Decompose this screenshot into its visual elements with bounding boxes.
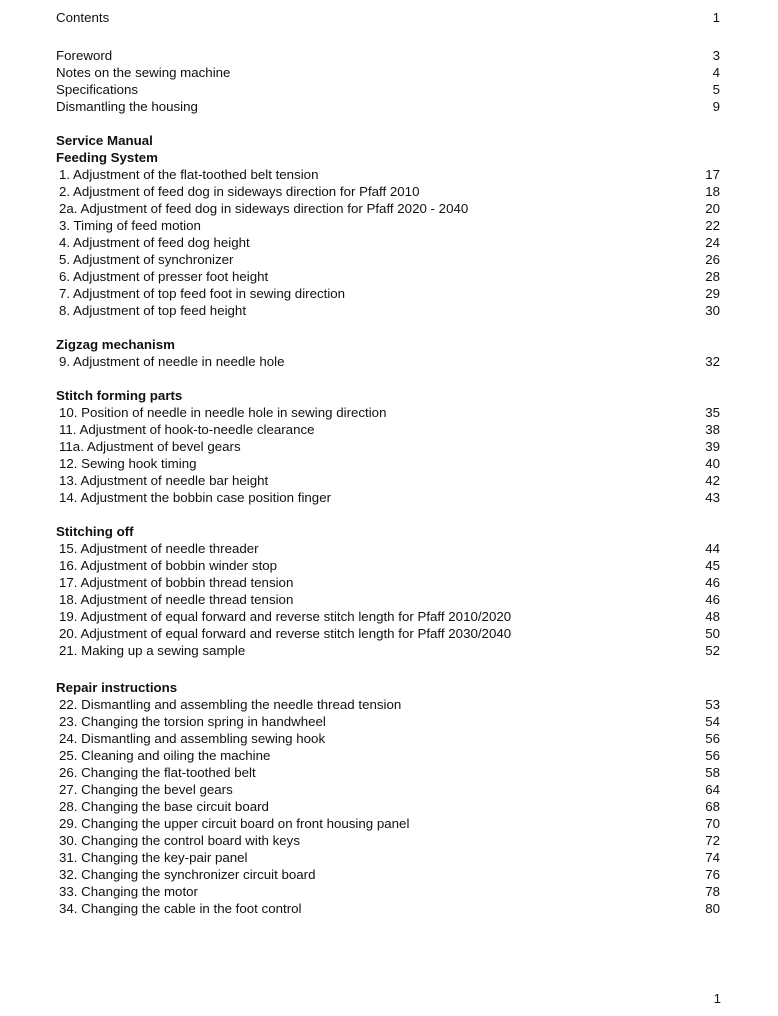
toc-entry-title: 2a. Adjustment of feed dog in sideways direction for Pfaff 2020 - 2040	[59, 201, 469, 216]
toc-entry-page: 29	[705, 286, 720, 301]
toc-entry[interactable]	[56, 642, 720, 659]
section-heading: Zigzag mechanism	[56, 337, 175, 352]
toc-section	[56, 387, 720, 506]
toc-entry-page: 56	[705, 748, 720, 763]
toc-entry[interactable]	[56, 832, 720, 849]
toc-entry[interactable]	[56, 404, 720, 421]
toc-entry-title: 32. Changing the synchronizer circuit board	[59, 867, 316, 882]
section-heading: Feeding System	[56, 150, 158, 165]
toc-entry-title: 28. Changing the base circuit board	[59, 799, 269, 814]
toc-entry[interactable]	[56, 574, 720, 591]
table-of-contents	[56, 9, 720, 917]
toc-entry-page: 42	[705, 473, 720, 488]
toc-entry-title: 15. Adjustment of needle threader	[59, 541, 259, 556]
section-heading: Repair instructions	[56, 680, 178, 695]
toc-entry-page: 53	[705, 697, 720, 712]
toc-entry[interactable]	[56, 591, 720, 608]
toc-entry-page: 40	[705, 456, 720, 471]
toc-entry[interactable]	[56, 47, 720, 64]
toc-entry-title: 27. Changing the bevel gears	[59, 782, 233, 797]
toc-entry[interactable]	[56, 900, 720, 917]
toc-entry[interactable]	[56, 764, 720, 781]
toc-entry[interactable]	[56, 438, 720, 455]
toc-entry[interactable]	[56, 251, 720, 268]
toc-entry[interactable]	[56, 268, 720, 285]
toc-entry-title: 29. Changing the upper circuit board on front housing panel	[59, 816, 410, 831]
section-heading: Stitching off	[56, 524, 134, 539]
toc-entry-title: 23. Changing the torsion spring in handwheel	[59, 714, 326, 729]
toc-entry-page: 78	[705, 884, 720, 899]
toc-entry[interactable]	[56, 217, 720, 234]
section-heading: Stitch forming parts	[56, 388, 183, 403]
toc-entry[interactable]	[56, 608, 720, 625]
toc-entry[interactable]	[56, 455, 720, 472]
toc-entry[interactable]	[56, 183, 720, 200]
toc-entry[interactable]	[56, 81, 720, 98]
toc-entry[interactable]	[56, 883, 720, 900]
section-heading: Service Manual	[56, 133, 153, 148]
toc-entry-page: 76	[705, 867, 720, 882]
toc-entry[interactable]	[56, 781, 720, 798]
toc-entry-title: 11. Adjustment of hook-to-needle clearance	[59, 422, 315, 437]
toc-entry-title: 12. Sewing hook timing	[59, 456, 197, 471]
toc-entry-title: 5. Adjustment of synchronizer	[59, 252, 234, 267]
toc-entry[interactable]	[56, 200, 720, 217]
toc-entry-page: 32	[705, 354, 720, 369]
toc-entry[interactable]	[56, 234, 720, 251]
toc-entry-page: 18	[705, 184, 720, 199]
contents-title: Contents	[56, 10, 110, 25]
toc-entry-title: 2. Adjustment of feed dog in sideways direction for Pfaff 2010	[59, 184, 420, 199]
toc-entry-title: 11a. Adjustment of bevel gears	[59, 439, 241, 454]
toc-entry-title: 20. Adjustment of equal forward and reverse stitch length for Pfaff 2030/2040	[59, 626, 512, 641]
toc-entry-page: 17	[705, 167, 720, 182]
toc-section	[56, 132, 720, 319]
toc-entry[interactable]	[56, 353, 720, 370]
toc-entry[interactable]	[56, 472, 720, 489]
toc-entry-page: 5	[712, 82, 720, 97]
toc-entry-title: 6. Adjustment of presser foot height	[59, 269, 269, 284]
toc-entry[interactable]	[56, 285, 720, 302]
toc-entry-page: 9	[712, 99, 720, 114]
toc-entry-page: 80	[705, 901, 720, 916]
toc-entry[interactable]	[56, 798, 720, 815]
toc-entry[interactable]	[56, 540, 720, 557]
toc-entry-title: 21. Making up a sewing sample	[59, 643, 246, 658]
toc-entry-page: 26	[705, 252, 720, 267]
toc-entry-page: 54	[705, 714, 720, 729]
toc-entry[interactable]	[56, 713, 720, 730]
toc-entry[interactable]	[56, 815, 720, 832]
toc-entry-title: 8. Adjustment of top feed height	[59, 303, 247, 318]
toc-entry[interactable]	[56, 866, 720, 883]
toc-entry[interactable]	[56, 696, 720, 713]
toc-section	[56, 47, 720, 115]
toc-entry-page: 4	[712, 65, 720, 80]
toc-section	[56, 336, 720, 370]
toc-entry-page: 22	[705, 218, 720, 233]
toc-entry[interactable]	[56, 557, 720, 574]
toc-entry-title: 22. Dismantling and assembling the needle thread tension	[59, 697, 402, 712]
toc-entry-title: 9. Adjustment of needle in needle hole	[59, 354, 285, 369]
toc-entry-title: 25. Cleaning and oiling the machine	[59, 748, 271, 763]
toc-entry[interactable]	[56, 166, 720, 183]
toc-entry-page: 28	[705, 269, 720, 284]
toc-entry[interactable]	[56, 730, 720, 747]
toc-entry-title: 10. Position of needle in needle hole in sewing direction	[59, 405, 387, 420]
toc-entry-title: 3. Timing of feed motion	[59, 218, 201, 233]
toc-entry-page: 20	[705, 201, 720, 216]
toc-entry-page: 46	[705, 592, 720, 607]
toc-entry-page: 74	[705, 850, 720, 865]
toc-entry-title: Notes on the sewing machine	[56, 65, 231, 80]
toc-entry[interactable]	[56, 625, 720, 642]
toc-entry-title: 16. Adjustment of bobbin winder stop	[59, 558, 278, 573]
toc-entry-title: 31. Changing the key-pair panel	[59, 850, 248, 865]
toc-entry[interactable]	[56, 747, 720, 764]
toc-section	[56, 523, 720, 659]
toc-entry-title: 17. Adjustment of bobbin thread tension	[59, 575, 294, 590]
toc-entry-title: 7. Adjustment of top feed foot in sewing direction	[59, 286, 346, 301]
toc-entry-page: 3	[712, 48, 720, 63]
toc-entry-title: 34. Changing the cable in the foot control	[59, 901, 302, 916]
toc-entry-page: 39	[705, 439, 720, 454]
toc-entry-page: 35	[705, 405, 720, 420]
toc-entry-page: 46	[705, 575, 720, 590]
contents-page: 1	[712, 10, 720, 25]
toc-entry-page: 64	[705, 782, 720, 797]
toc-entry-page: 52	[705, 643, 720, 658]
toc-entry-page: 38	[705, 422, 720, 437]
toc-section	[56, 679, 720, 917]
toc-entry-title: 19. Adjustment of equal forward and reverse stitch length for Pfaff 2010/2020	[59, 609, 512, 624]
toc-entry-page: 50	[705, 626, 720, 641]
toc-entry-title: 18. Adjustment of needle thread tension	[59, 592, 294, 607]
contents-heading-row	[56, 9, 720, 26]
toc-entry-page: 44	[705, 541, 720, 556]
toc-entry-page: 48	[705, 609, 720, 624]
toc-entry-title: 14. Adjustment the bobbin case position finger	[59, 490, 332, 505]
toc-entry-title: Dismantling the housing	[56, 99, 198, 114]
toc-entry-page: 68	[705, 799, 720, 814]
toc-entry[interactable]	[56, 302, 720, 319]
toc-entry-title: 33. Changing the motor	[59, 884, 198, 899]
toc-entry[interactable]	[56, 98, 720, 115]
toc-entry-page: 58	[705, 765, 720, 780]
toc-entry-page: 56	[705, 731, 720, 746]
toc-entry-page: 24	[705, 235, 720, 250]
toc-entry-title: 1. Adjustment of the flat-toothed belt tension	[59, 167, 319, 182]
toc-entry[interactable]	[56, 489, 720, 506]
page-number: 1	[713, 991, 721, 1006]
toc-entry-title: Foreword	[56, 48, 113, 63]
toc-entry-title: 4. Adjustment of feed dog height	[59, 235, 250, 250]
toc-entry[interactable]	[56, 64, 720, 81]
toc-entry-page: 70	[705, 816, 720, 831]
toc-entry-page: 45	[705, 558, 720, 573]
toc-entry[interactable]	[56, 421, 720, 438]
toc-entry-title: Specifications	[56, 82, 139, 97]
toc-entry[interactable]	[56, 849, 720, 866]
toc-entry-page: 43	[705, 490, 720, 505]
toc-entry-title: 13. Adjustment of needle bar height	[59, 473, 269, 488]
toc-entry-page: 30	[705, 303, 720, 318]
toc-entry-page: 72	[705, 833, 720, 848]
toc-entry-title: 26. Changing the flat-toothed belt	[59, 765, 256, 780]
toc-entry-title: 30. Changing the control board with keys	[59, 833, 300, 848]
toc-entry-title: 24. Dismantling and assembling sewing hook	[59, 731, 326, 746]
